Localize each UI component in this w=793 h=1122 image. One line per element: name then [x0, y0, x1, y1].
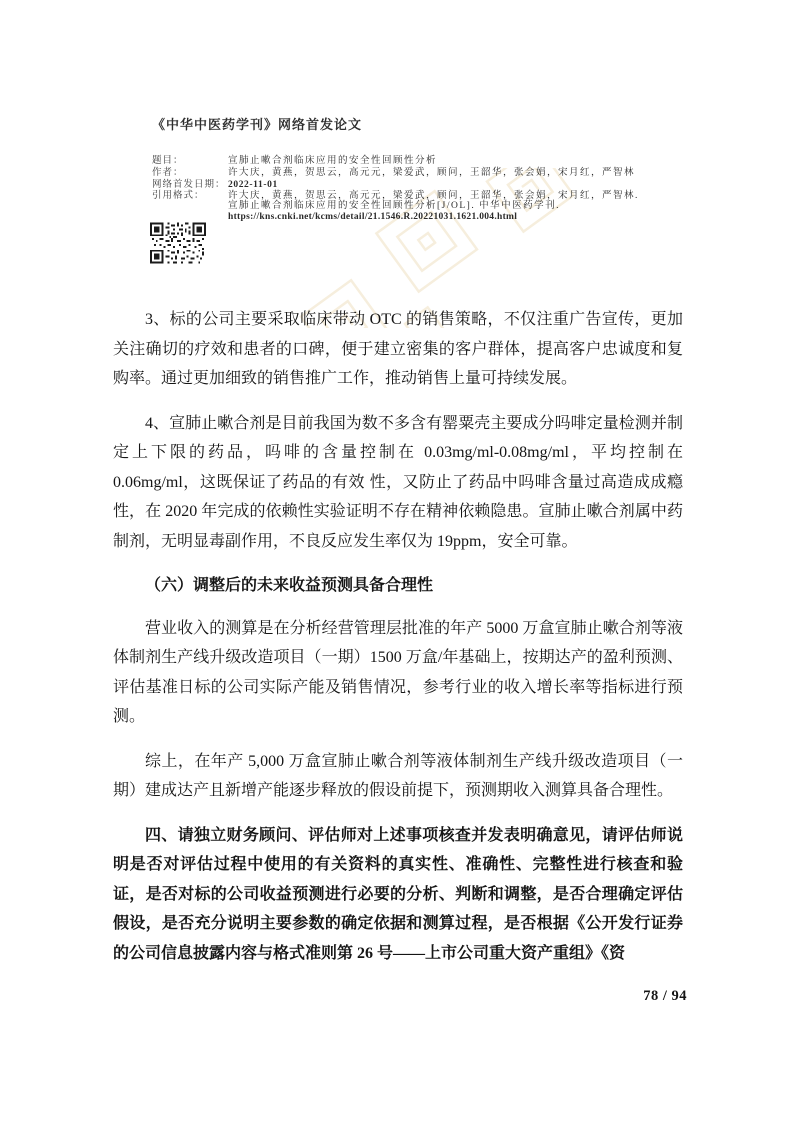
paragraph-otc-sales-strategy: 3、标的公司主要采取临床带动 OTC 的销售策略，不仅注重广告宣传，更加关注确切的疗效和患者的口碑，便于建立密集的客户群体，提高客户忠诚度和复购率。通过更加细致的销售推广工作，推动销售上量可持续发展。 [113, 311, 683, 387]
meta-row-date [152, 181, 672, 191]
citation-url-link[interactable]: https://kns.cnki.net/kcms/detail/21.1546.R.20221031.1621.004.html [228, 211, 518, 222]
meta-label-authors: 作者： [152, 167, 184, 178]
first-release-notice [152, 114, 672, 225]
qr-code [150, 222, 206, 264]
paragraph-morphine-content-control: 4、宣肺止嗽合剂是目前我国为数不多含有罂粟壳主要成分吗啡定量检测并制定上下限的药品，吗啡的含量控制在 0.03mg/ml-0.08mg/ml，平均控制在0.06mg/ml，这既保证了药品的有效 性，又防止了药品中吗啡含量过高造成成瘾性，在 2020 年完成的依赖性实验证明不存在精神依赖隐患。宣肺止嗽合剂属中药制剂，无明显毒副作用，不良反应发生率仅为 19ppm，安全可靠。 [113, 414, 683, 550]
meta-value-authors: 许大庆，黄燕，贺思云，高元元，梁爱武，顾问，王韶华，张会娟，宋月红，严智林 [228, 167, 636, 178]
citation-text: 许大庆，黄燕，贺思云，高元元，梁爱武，顾问，王韶华，张会娟，宋月红，严智林. 宣肺止嗽合剂临床应用的安全性回顾性分析[J/OL]. 中华中医药学刊. [228, 191, 639, 212]
meta-value-citation [228, 192, 652, 222]
document-body [113, 305, 683, 983]
article-metadata [152, 157, 672, 223]
paragraph-revenue-forecast-basis: 营业收入的测算是在分析经营管理层批准的年产 5000 万盒宣肺止嗽合剂等液体制剂生产线升级改造项目（一期）1500 万盒/年基础上，按期达产的盈利预测、评估基准日标的公司实际产能及销售情况，参考行业的收入增长率等指标进行预测。 [113, 619, 683, 725]
section-heading-six: （六）调整后的未来收益预测具备合理性 [145, 577, 434, 594]
meta-label-title: 题目： [152, 156, 184, 166]
journal-notice-title: 《中华中医药学刊》网络首发论文 [152, 117, 363, 132]
page-number: 78 / 94 [643, 988, 687, 1004]
meta-label-citation: 引用格式： [152, 191, 205, 202]
meta-row-citation [152, 192, 672, 222]
paragraph-inquiry-item-four: 四、请独立财务顾问、评估师对上述事项核查并发表明确意见，请评估师说明是否对评估过程中使用的有关资料的真实性、准确性、完整性进行核查和验证，是否对标的公司收益预测进行必要的分析、判断和调整，是否合理确定评估假设，是否充分说明主要参数的确定依据和测算过程，是否根据《公开发行证券的公司信息披露内容与格式准则第 26 号——上市公司重大资产重组》《资 [113, 826, 683, 962]
meta-row-authors [152, 169, 672, 179]
meta-row-title [152, 157, 672, 167]
meta-value-title: 宣肺止嗽合剂临床应用的安全性回顾性分析 [228, 156, 438, 166]
paragraph-conclusion-reasonableness: 综上，在年产 5,000 万盒宣肺止嗽合剂等液体制剂生产线升级改造项目（一期）建成达产且新增产能逐步释放的假设前提下，预测期收入测算具备合理性。 [113, 752, 683, 799]
meta-value-date: 2022-11-01 [228, 179, 278, 190]
meta-label-date: 网络首发日期： [152, 179, 226, 190]
